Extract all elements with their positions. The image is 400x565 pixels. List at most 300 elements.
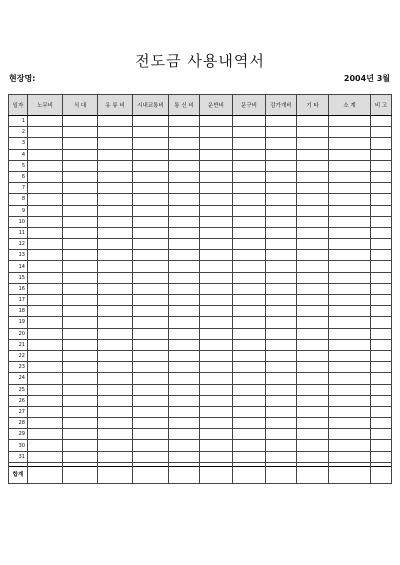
- cell-labor[interactable]: [28, 227, 63, 238]
- cell-depreciation[interactable]: [266, 350, 297, 361]
- cell-depreciation[interactable]: [266, 440, 297, 451]
- cell-remarks[interactable]: [371, 350, 392, 361]
- cell-misc[interactable]: [297, 350, 329, 361]
- cell-remarks[interactable]: [371, 440, 392, 451]
- cell-meal[interactable]: [63, 406, 98, 417]
- cell-labor[interactable]: [28, 283, 63, 294]
- cell-fuel[interactable]: [98, 429, 133, 440]
- cell-meal[interactable]: [63, 171, 98, 182]
- cell-transport[interactable]: [200, 328, 233, 339]
- cell-labor[interactable]: [28, 328, 63, 339]
- cell-meal[interactable]: [63, 429, 98, 440]
- cell-supplies[interactable]: [233, 406, 266, 417]
- cell-supplies[interactable]: [233, 171, 266, 182]
- cell-labor[interactable]: [28, 171, 63, 182]
- cell-transport[interactable]: [200, 205, 233, 216]
- cell-supplies[interactable]: [233, 283, 266, 294]
- cell-labor[interactable]: [28, 261, 63, 272]
- cell-comm[interactable]: [169, 395, 200, 406]
- cell-remarks[interactable]: [371, 160, 392, 171]
- cell-misc[interactable]: [297, 149, 329, 160]
- cell-transit[interactable]: [133, 227, 169, 238]
- cell-labor[interactable]: [28, 149, 63, 160]
- cell-remarks[interactable]: [371, 283, 392, 294]
- cell-meal[interactable]: [63, 350, 98, 361]
- cell-depreciation[interactable]: [266, 328, 297, 339]
- cell-supplies[interactable]: [233, 194, 266, 205]
- cell-misc[interactable]: [297, 272, 329, 283]
- cell-remarks[interactable]: [371, 317, 392, 328]
- cell-subtotal[interactable]: [329, 239, 371, 250]
- cell-labor[interactable]: [28, 127, 63, 138]
- cell-subtotal[interactable]: [329, 283, 371, 294]
- cell-misc[interactable]: [297, 239, 329, 250]
- cell-misc[interactable]: [297, 216, 329, 227]
- cell-fuel[interactable]: [98, 395, 133, 406]
- cell-fuel[interactable]: [98, 149, 133, 160]
- cell-meal[interactable]: [63, 194, 98, 205]
- cell-remarks[interactable]: [371, 239, 392, 250]
- cell-transit[interactable]: [133, 261, 169, 272]
- cell-remarks[interactable]: [371, 216, 392, 227]
- total-subtotal[interactable]: [329, 466, 371, 483]
- cell-comm[interactable]: [169, 183, 200, 194]
- cell-labor[interactable]: [28, 239, 63, 250]
- cell-transport[interactable]: [200, 306, 233, 317]
- cell-comm[interactable]: [169, 451, 200, 462]
- cell-transport[interactable]: [200, 272, 233, 283]
- total-labor[interactable]: [28, 466, 63, 483]
- cell-supplies[interactable]: [233, 306, 266, 317]
- cell-meal[interactable]: [63, 395, 98, 406]
- total-depreciation[interactable]: [266, 466, 297, 483]
- cell-remarks[interactable]: [371, 362, 392, 373]
- cell-meal[interactable]: [63, 384, 98, 395]
- cell-misc[interactable]: [297, 440, 329, 451]
- cell-transport[interactable]: [200, 451, 233, 462]
- cell-transport[interactable]: [200, 216, 233, 227]
- cell-misc[interactable]: [297, 451, 329, 462]
- cell-comm[interactable]: [169, 239, 200, 250]
- cell-fuel[interactable]: [98, 339, 133, 350]
- cell-transit[interactable]: [133, 216, 169, 227]
- cell-misc[interactable]: [297, 205, 329, 216]
- cell-supplies[interactable]: [233, 350, 266, 361]
- cell-meal[interactable]: [63, 127, 98, 138]
- cell-fuel[interactable]: [98, 328, 133, 339]
- cell-supplies[interactable]: [233, 239, 266, 250]
- cell-misc[interactable]: [297, 160, 329, 171]
- cell-transit[interactable]: [133, 339, 169, 350]
- cell-fuel[interactable]: [98, 171, 133, 182]
- cell-misc[interactable]: [297, 227, 329, 238]
- cell-transport[interactable]: [200, 160, 233, 171]
- cell-comm[interactable]: [169, 272, 200, 283]
- cell-subtotal[interactable]: [329, 295, 371, 306]
- cell-depreciation[interactable]: [266, 339, 297, 350]
- cell-subtotal[interactable]: [329, 339, 371, 350]
- cell-subtotal[interactable]: [329, 227, 371, 238]
- cell-supplies[interactable]: [233, 149, 266, 160]
- cell-supplies[interactable]: [233, 138, 266, 149]
- cell-depreciation[interactable]: [266, 295, 297, 306]
- total-comm[interactable]: [169, 466, 200, 483]
- cell-supplies[interactable]: [233, 451, 266, 462]
- cell-labor[interactable]: [28, 205, 63, 216]
- cell-misc[interactable]: [297, 328, 329, 339]
- cell-transit[interactable]: [133, 328, 169, 339]
- cell-remarks[interactable]: [371, 250, 392, 261]
- cell-subtotal[interactable]: [329, 250, 371, 261]
- cell-transport[interactable]: [200, 395, 233, 406]
- cell-misc[interactable]: [297, 116, 329, 127]
- cell-transport[interactable]: [200, 373, 233, 384]
- cell-labor[interactable]: [28, 160, 63, 171]
- cell-transport[interactable]: [200, 127, 233, 138]
- cell-supplies[interactable]: [233, 373, 266, 384]
- cell-transport[interactable]: [200, 183, 233, 194]
- cell-subtotal[interactable]: [329, 138, 371, 149]
- cell-meal[interactable]: [63, 227, 98, 238]
- cell-depreciation[interactable]: [266, 205, 297, 216]
- cell-transit[interactable]: [133, 451, 169, 462]
- cell-transit[interactable]: [133, 440, 169, 451]
- cell-remarks[interactable]: [371, 306, 392, 317]
- cell-transit[interactable]: [133, 138, 169, 149]
- cell-labor[interactable]: [28, 406, 63, 417]
- cell-remarks[interactable]: [371, 418, 392, 429]
- cell-fuel[interactable]: [98, 116, 133, 127]
- cell-comm[interactable]: [169, 127, 200, 138]
- cell-misc[interactable]: [297, 306, 329, 317]
- cell-remarks[interactable]: [371, 227, 392, 238]
- cell-fuel[interactable]: [98, 194, 133, 205]
- cell-remarks[interactable]: [371, 451, 392, 462]
- cell-depreciation[interactable]: [266, 227, 297, 238]
- cell-misc[interactable]: [297, 295, 329, 306]
- cell-transport[interactable]: [200, 171, 233, 182]
- cell-fuel[interactable]: [98, 418, 133, 429]
- cell-supplies[interactable]: [233, 440, 266, 451]
- cell-labor[interactable]: [28, 429, 63, 440]
- cell-transit[interactable]: [133, 205, 169, 216]
- cell-remarks[interactable]: [371, 183, 392, 194]
- cell-fuel[interactable]: [98, 317, 133, 328]
- cell-remarks[interactable]: [371, 384, 392, 395]
- cell-remarks[interactable]: [371, 138, 392, 149]
- cell-transit[interactable]: [133, 250, 169, 261]
- total-supplies[interactable]: [233, 466, 266, 483]
- cell-remarks[interactable]: [371, 194, 392, 205]
- cell-subtotal[interactable]: [329, 116, 371, 127]
- cell-labor[interactable]: [28, 183, 63, 194]
- cell-remarks[interactable]: [371, 261, 392, 272]
- cell-subtotal[interactable]: [329, 451, 371, 462]
- cell-transit[interactable]: [133, 350, 169, 361]
- cell-depreciation[interactable]: [266, 216, 297, 227]
- cell-fuel[interactable]: [98, 272, 133, 283]
- cell-misc[interactable]: [297, 362, 329, 373]
- cell-transport[interactable]: [200, 116, 233, 127]
- cell-subtotal[interactable]: [329, 171, 371, 182]
- cell-labor[interactable]: [28, 272, 63, 283]
- cell-transit[interactable]: [133, 418, 169, 429]
- cell-comm[interactable]: [169, 138, 200, 149]
- cell-labor[interactable]: [28, 194, 63, 205]
- total-meal[interactable]: [63, 466, 98, 483]
- cell-labor[interactable]: [28, 339, 63, 350]
- cell-comm[interactable]: [169, 373, 200, 384]
- cell-labor[interactable]: [28, 116, 63, 127]
- cell-supplies[interactable]: [233, 160, 266, 171]
- cell-comm[interactable]: [169, 384, 200, 395]
- cell-remarks[interactable]: [371, 429, 392, 440]
- cell-meal[interactable]: [63, 183, 98, 194]
- cell-comm[interactable]: [169, 440, 200, 451]
- cell-supplies[interactable]: [233, 183, 266, 194]
- cell-labor[interactable]: [28, 317, 63, 328]
- cell-transit[interactable]: [133, 306, 169, 317]
- cell-meal[interactable]: [63, 239, 98, 250]
- cell-subtotal[interactable]: [329, 306, 371, 317]
- cell-supplies[interactable]: [233, 272, 266, 283]
- cell-fuel[interactable]: [98, 261, 133, 272]
- cell-comm[interactable]: [169, 429, 200, 440]
- cell-fuel[interactable]: [98, 283, 133, 294]
- cell-misc[interactable]: [297, 373, 329, 384]
- cell-transit[interactable]: [133, 171, 169, 182]
- cell-fuel[interactable]: [98, 127, 133, 138]
- cell-comm[interactable]: [169, 418, 200, 429]
- cell-subtotal[interactable]: [329, 149, 371, 160]
- cell-comm[interactable]: [169, 406, 200, 417]
- cell-remarks[interactable]: [371, 339, 392, 350]
- cell-depreciation[interactable]: [266, 183, 297, 194]
- cell-supplies[interactable]: [233, 429, 266, 440]
- cell-misc[interactable]: [297, 406, 329, 417]
- cell-transport[interactable]: [200, 384, 233, 395]
- cell-meal[interactable]: [63, 160, 98, 171]
- cell-fuel[interactable]: [98, 373, 133, 384]
- cell-misc[interactable]: [297, 339, 329, 350]
- cell-depreciation[interactable]: [266, 116, 297, 127]
- cell-transit[interactable]: [133, 239, 169, 250]
- cell-meal[interactable]: [63, 373, 98, 384]
- cell-remarks[interactable]: [371, 328, 392, 339]
- cell-labor[interactable]: [28, 306, 63, 317]
- cell-labor[interactable]: [28, 373, 63, 384]
- cell-labor[interactable]: [28, 138, 63, 149]
- cell-meal[interactable]: [63, 451, 98, 462]
- cell-transport[interactable]: [200, 317, 233, 328]
- cell-transit[interactable]: [133, 272, 169, 283]
- cell-transport[interactable]: [200, 250, 233, 261]
- cell-remarks[interactable]: [371, 373, 392, 384]
- cell-fuel[interactable]: [98, 216, 133, 227]
- cell-misc[interactable]: [297, 127, 329, 138]
- cell-remarks[interactable]: [371, 272, 392, 283]
- cell-labor[interactable]: [28, 418, 63, 429]
- cell-meal[interactable]: [63, 116, 98, 127]
- cell-supplies[interactable]: [233, 295, 266, 306]
- cell-supplies[interactable]: [233, 317, 266, 328]
- cell-transport[interactable]: [200, 194, 233, 205]
- cell-fuel[interactable]: [98, 451, 133, 462]
- cell-meal[interactable]: [63, 138, 98, 149]
- cell-supplies[interactable]: [233, 205, 266, 216]
- cell-comm[interactable]: [169, 250, 200, 261]
- cell-comm[interactable]: [169, 339, 200, 350]
- cell-comm[interactable]: [169, 149, 200, 160]
- total-transit[interactable]: [133, 466, 169, 483]
- cell-transport[interactable]: [200, 339, 233, 350]
- cell-misc[interactable]: [297, 171, 329, 182]
- cell-transit[interactable]: [133, 429, 169, 440]
- cell-subtotal[interactable]: [329, 160, 371, 171]
- cell-supplies[interactable]: [233, 261, 266, 272]
- cell-comm[interactable]: [169, 216, 200, 227]
- cell-fuel[interactable]: [98, 406, 133, 417]
- cell-meal[interactable]: [63, 261, 98, 272]
- cell-transit[interactable]: [133, 406, 169, 417]
- cell-meal[interactable]: [63, 295, 98, 306]
- cell-depreciation[interactable]: [266, 429, 297, 440]
- cell-depreciation[interactable]: [266, 306, 297, 317]
- cell-fuel[interactable]: [98, 295, 133, 306]
- cell-meal[interactable]: [63, 362, 98, 373]
- cell-labor[interactable]: [28, 295, 63, 306]
- cell-comm[interactable]: [169, 283, 200, 294]
- cell-fuel[interactable]: [98, 250, 133, 261]
- cell-depreciation[interactable]: [266, 127, 297, 138]
- cell-meal[interactable]: [63, 149, 98, 160]
- cell-subtotal[interactable]: [329, 194, 371, 205]
- cell-labor[interactable]: [28, 350, 63, 361]
- cell-remarks[interactable]: [371, 406, 392, 417]
- cell-comm[interactable]: [169, 171, 200, 182]
- cell-transit[interactable]: [133, 384, 169, 395]
- cell-supplies[interactable]: [233, 216, 266, 227]
- cell-transport[interactable]: [200, 261, 233, 272]
- cell-transit[interactable]: [133, 160, 169, 171]
- cell-meal[interactable]: [63, 339, 98, 350]
- cell-comm[interactable]: [169, 350, 200, 361]
- cell-depreciation[interactable]: [266, 384, 297, 395]
- cell-misc[interactable]: [297, 395, 329, 406]
- cell-supplies[interactable]: [233, 395, 266, 406]
- cell-labor[interactable]: [28, 440, 63, 451]
- cell-fuel[interactable]: [98, 138, 133, 149]
- cell-subtotal[interactable]: [329, 272, 371, 283]
- cell-subtotal[interactable]: [329, 205, 371, 216]
- cell-remarks[interactable]: [371, 395, 392, 406]
- cell-meal[interactable]: [63, 440, 98, 451]
- cell-depreciation[interactable]: [266, 451, 297, 462]
- cell-meal[interactable]: [63, 272, 98, 283]
- cell-depreciation[interactable]: [266, 239, 297, 250]
- cell-comm[interactable]: [169, 328, 200, 339]
- cell-remarks[interactable]: [371, 295, 392, 306]
- cell-transport[interactable]: [200, 283, 233, 294]
- cell-supplies[interactable]: [233, 116, 266, 127]
- cell-labor[interactable]: [28, 395, 63, 406]
- cell-comm[interactable]: [169, 116, 200, 127]
- cell-supplies[interactable]: [233, 250, 266, 261]
- cell-misc[interactable]: [297, 138, 329, 149]
- cell-subtotal[interactable]: [329, 429, 371, 440]
- cell-transport[interactable]: [200, 295, 233, 306]
- cell-fuel[interactable]: [98, 350, 133, 361]
- cell-comm[interactable]: [169, 160, 200, 171]
- cell-labor[interactable]: [28, 216, 63, 227]
- cell-misc[interactable]: [297, 250, 329, 261]
- cell-supplies[interactable]: [233, 362, 266, 373]
- cell-supplies[interactable]: [233, 127, 266, 138]
- cell-labor[interactable]: [28, 384, 63, 395]
- cell-depreciation[interactable]: [266, 317, 297, 328]
- cell-fuel[interactable]: [98, 160, 133, 171]
- cell-misc[interactable]: [297, 283, 329, 294]
- cell-comm[interactable]: [169, 261, 200, 272]
- cell-supplies[interactable]: [233, 328, 266, 339]
- cell-fuel[interactable]: [98, 205, 133, 216]
- cell-labor[interactable]: [28, 362, 63, 373]
- cell-misc[interactable]: [297, 384, 329, 395]
- cell-subtotal[interactable]: [329, 395, 371, 406]
- cell-subtotal[interactable]: [329, 183, 371, 194]
- cell-subtotal[interactable]: [329, 362, 371, 373]
- cell-depreciation[interactable]: [266, 362, 297, 373]
- cell-comm[interactable]: [169, 295, 200, 306]
- cell-depreciation[interactable]: [266, 160, 297, 171]
- cell-transit[interactable]: [133, 149, 169, 160]
- cell-misc[interactable]: [297, 317, 329, 328]
- cell-depreciation[interactable]: [266, 250, 297, 261]
- cell-transit[interactable]: [133, 183, 169, 194]
- cell-fuel[interactable]: [98, 362, 133, 373]
- cell-depreciation[interactable]: [266, 171, 297, 182]
- cell-transport[interactable]: [200, 406, 233, 417]
- cell-fuel[interactable]: [98, 306, 133, 317]
- cell-subtotal[interactable]: [329, 261, 371, 272]
- cell-subtotal[interactable]: [329, 216, 371, 227]
- total-fuel[interactable]: [98, 466, 133, 483]
- cell-misc[interactable]: [297, 418, 329, 429]
- cell-comm[interactable]: [169, 362, 200, 373]
- cell-comm[interactable]: [169, 317, 200, 328]
- cell-misc[interactable]: [297, 183, 329, 194]
- cell-meal[interactable]: [63, 328, 98, 339]
- cell-subtotal[interactable]: [329, 440, 371, 451]
- cell-transit[interactable]: [133, 317, 169, 328]
- cell-depreciation[interactable]: [266, 418, 297, 429]
- cell-transport[interactable]: [200, 138, 233, 149]
- cell-transport[interactable]: [200, 149, 233, 160]
- cell-misc[interactable]: [297, 429, 329, 440]
- cell-fuel[interactable]: [98, 384, 133, 395]
- cell-misc[interactable]: [297, 261, 329, 272]
- cell-supplies[interactable]: [233, 384, 266, 395]
- cell-transit[interactable]: [133, 127, 169, 138]
- cell-meal[interactable]: [63, 283, 98, 294]
- total-transport[interactable]: [200, 466, 233, 483]
- total-misc[interactable]: [297, 466, 329, 483]
- cell-transport[interactable]: [200, 418, 233, 429]
- cell-depreciation[interactable]: [266, 272, 297, 283]
- cell-remarks[interactable]: [371, 171, 392, 182]
- cell-subtotal[interactable]: [329, 384, 371, 395]
- cell-misc[interactable]: [297, 194, 329, 205]
